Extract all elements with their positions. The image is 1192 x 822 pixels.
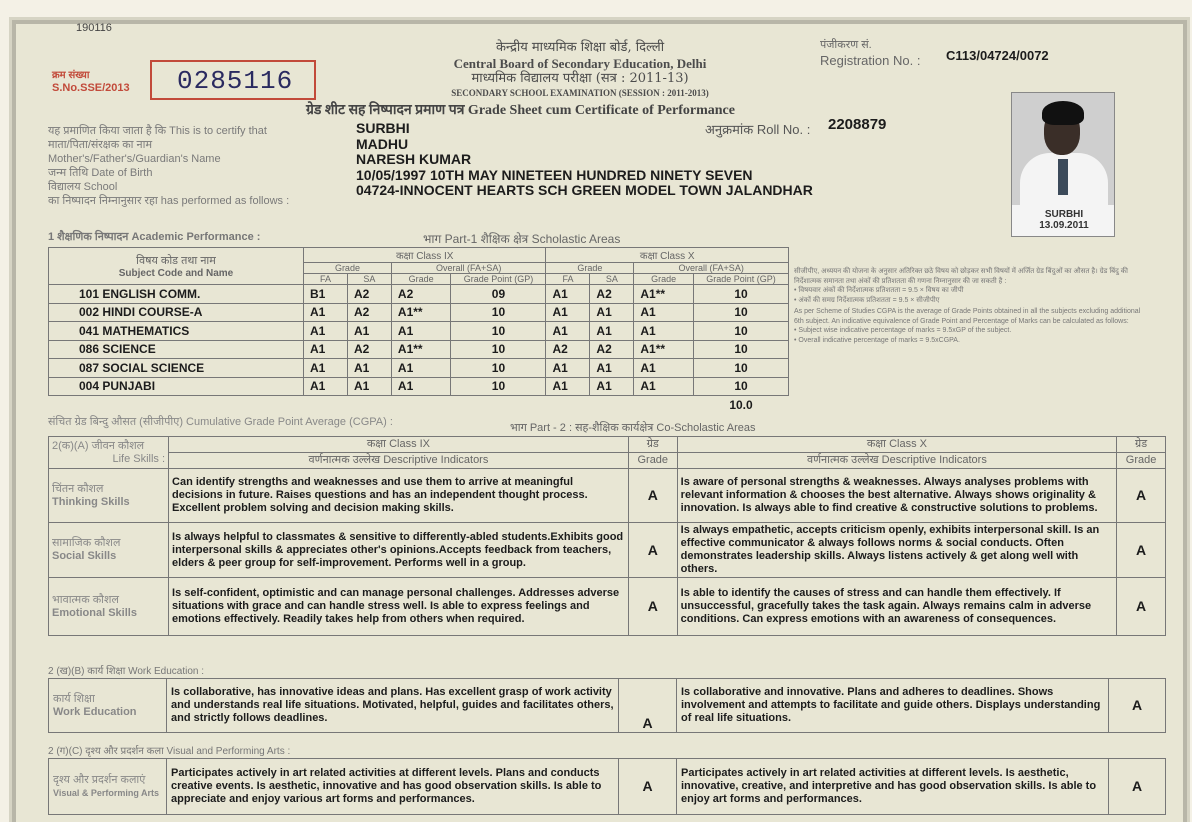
c10-fa: A1: [546, 359, 590, 378]
class10-header: कक्षा Class X: [677, 437, 1116, 453]
c10-gp: 10: [694, 377, 789, 396]
work-class9-grade: A: [619, 679, 677, 733]
subject-name: 002 HINDI COURSE-A: [49, 303, 304, 322]
c9-gp: 10: [451, 377, 546, 396]
serial-number-box: 0285116: [150, 60, 316, 100]
life-skills-heading-english: Life Skills :: [112, 452, 166, 465]
grade-header: Grade: [1117, 453, 1166, 469]
sub-header: SA: [590, 274, 634, 285]
field-labels: [48, 124, 289, 208]
board-name-hindi: केन्द्रीय माध्यमिक शिक्षा बोर्ड, दिल्ली: [495, 40, 665, 55]
c9-fa: A1: [304, 359, 348, 378]
roll-number: 2208879: [828, 116, 887, 133]
subject-row: [49, 359, 789, 378]
c9-grade: A1: [391, 322, 451, 341]
arts-table: [48, 758, 1166, 815]
subject-row: [49, 303, 789, 322]
class10-descriptor: Is aware of personal strengths & weaknesses. Always analyses problems with relevant information & chooses the best alternative. Always shows originality & innovation. Is always able to find creative & constructive solutions to problems.: [677, 469, 1116, 523]
skill-label-hindi: सामाजिक कौशल: [52, 537, 121, 549]
c10-sa: A1: [590, 377, 634, 396]
class9-descriptor: Can identify strengths and weaknesses and use them to arrive at meaningful decisions in future. Raises questions and has an independent thought process. Excellent problem solving and decision making skills.: [169, 469, 629, 523]
exam-name-english: SECONDARY SCHOOL EXAMINATION (SESSION : 2011-2013): [451, 88, 709, 98]
part1-heading: भाग Part-1 शैक्षिक क्षेत्र Scholastic Areas: [423, 232, 621, 246]
class9-grade: A: [628, 523, 677, 578]
registration-number: C113/04724/0072: [946, 48, 1049, 63]
photo-caption-date: 13.09.2011: [1039, 220, 1089, 231]
certificate-title: ग्रेड शीट सह निष्पादन प्रमाण पत्र Grade Sheet cum Certificate of Performance: [306, 103, 735, 118]
cgpa-note-hindi-bullet: • अंकों की समग्र निर्देशात्मक प्रतिशतता = 9.5 × सीजीपीए: [794, 296, 940, 304]
father-name: NARESH KUMAR: [356, 151, 472, 167]
arts-label: [49, 759, 167, 815]
arts-heading: 2 (ग)(C) दृश्य और प्रदर्शन कला Visual and Performing Arts :: [48, 746, 291, 757]
subject-row: [49, 322, 789, 341]
work-education-table: [48, 678, 1166, 733]
school-label: विद्यालय School: [48, 181, 118, 193]
top-number: 190116: [76, 22, 112, 34]
sub-header: FA: [304, 274, 348, 285]
c10-grade: A1: [634, 322, 694, 341]
class10-overall-header: Overall (FA+SA): [634, 263, 789, 274]
registration-label-hindi: पंजीकरण सं.: [820, 39, 872, 51]
photo-caption: [1012, 205, 1115, 237]
skill-label-hindi: चिंतन कौशल: [52, 482, 104, 495]
cgpa-note-english: As per Scheme of Studies CGPA is the average of Grade Points obtained in all the subjects excluding additional 6th subject. An indicative equivalence of Grade Point and Percentage of Marks can be calculated as follows:: [794, 308, 1141, 325]
photo-caption-name: SURBHI: [1044, 209, 1084, 220]
cgpa-row: [49, 396, 789, 415]
mother-label: Mother's/Father's/Guardian's Name: [48, 153, 221, 165]
class10-descriptor: Is able to identify the causes of stress and can handle them effectively. If unsuccessful, gracefully takes the task again. Always remains calm in adverse conditions. Can express emotions with an awareness of consequences.: [677, 578, 1116, 636]
descriptive-header: वर्णनात्मक उल्लेख Descriptive Indicators: [169, 453, 629, 469]
c10-grade: A1: [634, 359, 694, 378]
sub-header: Grade Point (GP): [451, 274, 546, 285]
sub-header: Grade: [391, 274, 451, 285]
skill-label: [49, 523, 169, 578]
skill-label-english: Thinking Skills: [52, 495, 130, 508]
class10-grade-header: Grade: [546, 263, 634, 274]
cgpa-value: 10.0: [729, 398, 753, 412]
field-values: [356, 121, 813, 199]
roll-label: अनुक्रमांक Roll No. :: [705, 122, 811, 137]
mother-label-hindi: माता/पिता/संरक्षक का नाम: [48, 139, 153, 151]
subject-name: 086 SCIENCE: [49, 340, 304, 359]
skill-label: [49, 469, 169, 523]
c9-fa: A1: [304, 340, 348, 359]
class9-grade-header: Grade: [304, 263, 392, 274]
certify-label: यह प्रमाणित किया जाता है कि This is to certify that: [48, 125, 267, 137]
scholastic-table: [48, 247, 789, 414]
class9-grade: A: [628, 578, 677, 636]
c10-grade: A1**: [634, 340, 694, 359]
date-of-birth: 10/05/1997 10TH MAY NINETEEN HUNDRED NINETY SEVEN: [356, 166, 753, 183]
sub-header: Grade Point (GP): [694, 274, 789, 285]
arts-class10-descriptor: Participates actively in art related activities at different levels. Is aesthetic, innovative, creative, and interpretive and has good observation skills. Is able to enjoy art forms and performances.: [677, 759, 1109, 815]
class10-header: कक्षा Class X: [546, 248, 789, 263]
skill-row: [49, 469, 1166, 523]
class10-grade: A: [1117, 523, 1166, 578]
cgpa-note: [794, 267, 1148, 345]
grade-header: Grade: [628, 453, 677, 469]
c10-fa: A2: [546, 340, 590, 359]
c9-grade: A2: [391, 285, 451, 304]
c9-grade: A1**: [391, 340, 451, 359]
arts-class9-descriptor: Participates actively in art related activities at different levels. Plans and conducts creative events. Is aesthetic, innovative and has good observation skills. Is able to appreciate and enjoy various art forms and performances.: [167, 759, 619, 815]
c10-gp: 10: [694, 303, 789, 322]
skill-label-english: Social Skills: [52, 550, 117, 562]
work-class10-descriptor: Is collaborative and innovative. Plans and adheres to deadlines. Shows involvement and attempts to facilitate and guide others. Displays understanding of real life situations.: [677, 679, 1109, 733]
class10-grade: A: [1117, 469, 1166, 523]
skill-row: [49, 523, 1166, 578]
work-label: [49, 679, 167, 733]
c10-sa: A1: [590, 303, 634, 322]
serial-label-hindi: क्रम संख्या: [52, 70, 90, 81]
performed-label: का निष्पादन निम्नानुसार रहा has performed as follows :: [48, 195, 290, 207]
subject-header-english: Subject Code and Name: [118, 268, 234, 279]
cgpa-note-bullet: • Overall indicative percentage of marks = 9.5xCGPA.: [794, 336, 960, 344]
cgpa-spacer: [49, 396, 694, 415]
cgpa-note-hindi-bullet: • विषयवार अंकों की निर्देशात्मक प्रतिशतता = 9.5 × विषय का जीपी: [794, 287, 964, 294]
c10-fa: A1: [546, 303, 590, 322]
subject-name: 101 ENGLISH COMM.: [49, 285, 304, 304]
c9-sa: A1: [347, 377, 391, 396]
subject-row: [49, 340, 789, 359]
mother-name: MADHU: [356, 135, 409, 152]
c10-gp: 10: [694, 285, 789, 304]
c10-grade: A1: [634, 303, 694, 322]
arts-class10-grade: A: [1109, 759, 1166, 815]
subject-name: 041 MATHEMATICS: [49, 322, 304, 341]
work-class9-descriptor: Is collaborative, has innovative ideas and plans. Has excellent grasp of work activity and understands real life situations. Motivated, helpful, guides and facilitates others, and strictly follows deadlines.: [167, 679, 619, 733]
c10-grade: A1: [634, 377, 694, 396]
student-name: SURBHI: [356, 120, 410, 136]
exam-name-hindi: माध्यमिक विद्यालय परीक्षा (सत्र : 2011-13): [471, 71, 689, 86]
class9-overall-header: Overall (FA+SA): [391, 263, 546, 274]
work-class10-grade: A: [1109, 679, 1166, 733]
class9-descriptor: Is always helpful to classmates & sensitive to differently-abled students.Exhibits good interpersonal skills & appreciates other's opinions.Accepts feedback from teachers, elders & peer group for self-improvement. Performs well in a group.: [169, 523, 629, 578]
c9-grade: A1: [391, 359, 451, 378]
class10-descriptor: Is always empathetic, accepts criticism openly, exhibits interpersonal skill. Is an effective communicator & always follows norms & social conducts. Often demonstrates leadership skills. Always listens actively & get along well with others.: [677, 523, 1116, 578]
work-label-hindi: कार्य शिक्षा: [53, 692, 95, 705]
c10-sa: A1: [590, 322, 634, 341]
work-education-heading: 2 (ख)(B) कार्य शिक्षा Work Education :: [48, 666, 205, 677]
c10-gp: 10: [694, 340, 789, 359]
c9-sa: A1: [347, 359, 391, 378]
school-name: 04724-INNOCENT HEARTS SCH GREEN MODEL TOWN JALANDHAR: [356, 182, 813, 198]
c9-fa: A1: [304, 303, 348, 322]
c10-gp: 10: [694, 359, 789, 378]
c9-sa: A2: [347, 285, 391, 304]
life-skills-table: [48, 436, 1166, 636]
c10-gp: 10: [694, 322, 789, 341]
subject-row: [49, 377, 789, 396]
c10-grade: A1**: [634, 285, 694, 304]
c10-sa: A2: [590, 340, 634, 359]
c9-gp: 09: [451, 285, 546, 304]
work-label-english: Work Education: [53, 705, 137, 718]
student-photo: [1011, 92, 1115, 237]
sub-header: SA: [347, 274, 391, 285]
class9-descriptor: Is self-confident, optimistic and can manage personal challenges. Addresses adverse situations with grace and can handle stress well. Is able to express feelings and emotions effectively. Readily takes help from others when required.: [169, 578, 629, 636]
arts-row: [49, 759, 1166, 815]
skill-row: [49, 578, 1166, 636]
c10-sa: A2: [590, 285, 634, 304]
sub-header: Grade: [634, 274, 694, 285]
sub-header: FA: [546, 274, 590, 285]
descriptive-header: वर्णनात्मक उल्लेख Descriptive Indicators: [677, 453, 1116, 469]
cgpa-label: संचित ग्रेड बिन्दु औसत (सीजीपीए) Cumulative Grade Point Average (CGPA) :: [48, 416, 393, 428]
academic-heading: 1 शैक्षणिक निष्पादन Academic Performance :: [48, 231, 261, 243]
life-skills-heading-hindi: 2(क)(A) जीवन कौशल: [52, 439, 145, 452]
c9-fa: A1: [304, 322, 348, 341]
c10-fa: A1: [546, 285, 590, 304]
serial-label-english: S.No.SSE/2013: [52, 82, 130, 94]
class9-grade: A: [628, 469, 677, 523]
subject-header: [49, 248, 304, 285]
grade-header-hindi: ग्रेड: [1117, 437, 1166, 453]
dob-label: जन्म तिथि Date of Birth: [48, 167, 153, 179]
skill-label-english: Emotional Skills: [52, 606, 137, 619]
c9-gp: 10: [451, 359, 546, 378]
arts-label-hindi: दृश्य और प्रदर्शन कलाएं: [53, 773, 146, 786]
cgpa-note-hindi: सीजीपीए, अध्ययन की योजना के अनुसार अतिरिक्त छठे विषय को छोड़कर सभी विषयों में अर्जित ग्रेड बिंदुओं का औसत है। ग्रेड बिंदु की निर्देशात्मक समानता तथा अंकों की प्रतिशतता की गणना निम्नानुसार की जा सकती है :: [794, 268, 1128, 285]
c9-sa: A1: [347, 322, 391, 341]
board-header: [380, 40, 780, 99]
photo-tie: [1058, 159, 1068, 195]
subject-row: [49, 285, 789, 304]
arts-label-english: Visual & Performing Arts: [53, 787, 160, 798]
c9-gp: 10: [451, 322, 546, 341]
photo-hair: [1042, 101, 1084, 125]
c9-sa: A2: [347, 340, 391, 359]
registration-label: [820, 38, 920, 68]
c9-fa: B1: [304, 285, 348, 304]
class10-grade: A: [1117, 578, 1166, 636]
c9-gp: 10: [451, 340, 546, 359]
subject-name: 087 SOCIAL SCIENCE: [49, 359, 304, 378]
work-row: [49, 679, 1166, 733]
skill-label: [49, 578, 169, 636]
class9-header: कक्षा Class IX: [169, 437, 629, 453]
c10-sa: A1: [590, 359, 634, 378]
serial-label: [52, 70, 130, 94]
c9-sa: A2: [347, 303, 391, 322]
board-name-english: Central Board of Secondary Education, Delhi: [453, 56, 707, 71]
part2-heading: भाग Part - 2 : सह-शैक्षिक कार्यक्षेत्र Co-Scholastic Areas: [510, 422, 756, 434]
grade-header-hindi: ग्रेड: [628, 437, 677, 453]
c10-fa: A1: [546, 377, 590, 396]
arts-class9-grade: A: [619, 759, 677, 815]
life-skills-heading: [49, 437, 169, 469]
c10-fa: A1: [546, 322, 590, 341]
skill-label-hindi: भावात्मक कौशल: [52, 593, 119, 606]
class9-header: कक्षा Class IX: [304, 248, 546, 263]
c9-grade: A1**: [391, 303, 451, 322]
subject-header-hindi: विषय कोड तथा नाम: [136, 255, 216, 267]
c9-gp: 10: [451, 303, 546, 322]
cgpa-note-bullet: • Subject wise indicative percentage of marks = 9.5xGP of the subject.: [794, 327, 1012, 334]
c9-grade: A1: [391, 377, 451, 396]
registration-label-english: Registration No. :: [820, 53, 921, 68]
c9-fa: A1: [304, 377, 348, 396]
subject-name: 004 PUNJABI: [49, 377, 304, 396]
